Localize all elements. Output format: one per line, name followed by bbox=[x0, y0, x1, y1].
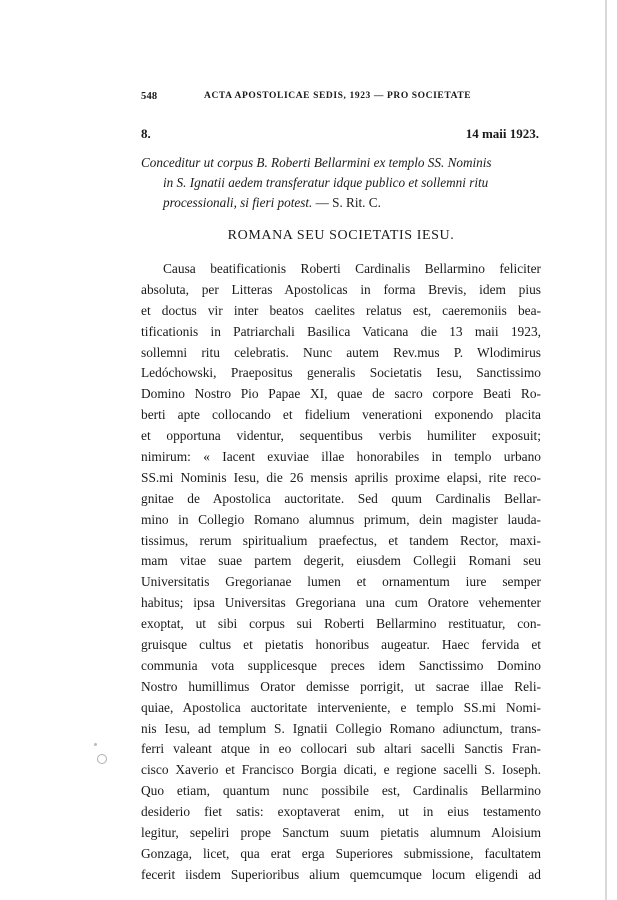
summary-line: Conceditur ut corpus B. Roberti Bellarmini ex templo SS. Nominis bbox=[141, 155, 492, 170]
body-line: cisco Xaverio et Francisco Borgia dicati, e regione sacelli S. Ioseph. bbox=[141, 762, 541, 778]
running-title: ACTA APOSTOLICAE SEDIS, 1923 — PRO SOCIETATE bbox=[204, 91, 472, 101]
body-line: Universitatis Gregorianae lumen et ornamentum iure semper bbox=[141, 574, 541, 590]
decree-summary bbox=[141, 153, 541, 213]
body-line: sollemni ritu celebratis. Nunc autem Rev.mus P. Wlodimirus bbox=[141, 344, 541, 360]
body-line: communia vota supplicesque preces idem Sanctissimo Domino bbox=[141, 657, 541, 673]
body-line: et opportuna videntur, sequentibus verbis humiliter exposuit; bbox=[141, 428, 541, 444]
summary-line bbox=[141, 193, 541, 213]
body-line: Gonzaga, licet, qua erat erga Superiores submissione, facultatem bbox=[141, 845, 541, 861]
summary-source: — S. Rit. C. bbox=[312, 195, 381, 210]
body-line: tificationis in Patriarchali Basilica Vaticana die 13 maii 1923, bbox=[141, 323, 541, 339]
body-line: berti apte collocando et fidelium venerationi exponendo placita bbox=[141, 407, 541, 423]
page-edge bbox=[605, 0, 607, 900]
body-line: gnitae de Apostolica auctoritate. Sed quum Cardinalis Bellar- bbox=[141, 490, 541, 506]
body-line: ferri valeant atque in eo collocari sub altari sacelli Sanctis Fran- bbox=[141, 741, 541, 757]
body-line: et doctus vir inter beatos caelites relatus est, caeremoniis bea- bbox=[141, 302, 541, 318]
summary-line: in S. Ignatii aedem transferatur idque publico et sollemni ritu bbox=[163, 175, 489, 190]
body-line: absoluta, per Litteras Apostolicas in forma Brevis, idem pius bbox=[141, 281, 541, 297]
body-line: nimirum: « Iacent exuviae illae honorabiles in templo urbano bbox=[141, 449, 541, 465]
scan-mark bbox=[97, 754, 107, 764]
scan-speck bbox=[94, 743, 97, 746]
body-line: legitur, sepeliri prope Sanctum suum pietatis alumnum Aloisium bbox=[141, 825, 541, 841]
body-line: Ledóchowski, Praepositus generalis Societatis Iesu, Sanctissimo bbox=[141, 365, 541, 381]
body-text bbox=[141, 259, 541, 886]
document-date: 14 maii 1923. bbox=[465, 126, 539, 141]
summary-italic-text: processionali, si fieri potest. bbox=[163, 195, 313, 210]
section-title: ROMANA SEU SOCIETATIS IESU. bbox=[227, 228, 455, 243]
body-line: Causa beatificationis Roberti Cardinalis Bellarmino feliciter bbox=[163, 261, 541, 276]
body-line: exoptat, ut sibi corpus sui Roberti Bellarmino restituatur, con- bbox=[141, 616, 541, 632]
body-line: desiderio fiet satis: exoptaverat enim, ut in eius testamento bbox=[141, 804, 541, 820]
body-line: fecerit iisdem Superioribus alium quemcumque locum eligendi ad bbox=[141, 866, 541, 882]
body-line: gruisque cultus et pietatis honoribus augeatur. Haec fervida et bbox=[141, 637, 541, 653]
page-number: 548 bbox=[141, 91, 158, 102]
body-line: Nostro humillimus Orator demisse porrigit, ut sacrae illae Reli- bbox=[141, 678, 541, 694]
document-number: 8. bbox=[141, 126, 151, 141]
body-line: SS.mi Nominis Iesu, die 26 mensis aprilis proxime elapsi, rite reco- bbox=[141, 469, 541, 485]
body-line: mino in Collegio Romano alumnus primum, dein magister lauda- bbox=[141, 511, 541, 527]
body-line: Quo etiam, quantum nunc possibile est, Cardinalis Bellarmino bbox=[141, 783, 541, 799]
body-line: tissimus, rerum spiritualium praefectus, et tandem Rector, maxi- bbox=[141, 532, 541, 548]
body-line: quiae, Apostolica auctoritate interveniente, e templo SS.mi Nomi- bbox=[141, 699, 541, 715]
body-line: habitus; ipsa Universitas Gregoriana una cum Oratore vehementer bbox=[141, 595, 541, 611]
body-line: mam vitae suae partem degerit, eiusdem Collegii Romani seu bbox=[141, 553, 541, 569]
body-line: Domino Nostro Pio Papae XI, quae de sacro corpore Beati Ro- bbox=[141, 386, 541, 402]
body-line: nis Iesu, ad templum S. Ignatii Collegio Romano adiunctum, trans- bbox=[141, 720, 541, 736]
